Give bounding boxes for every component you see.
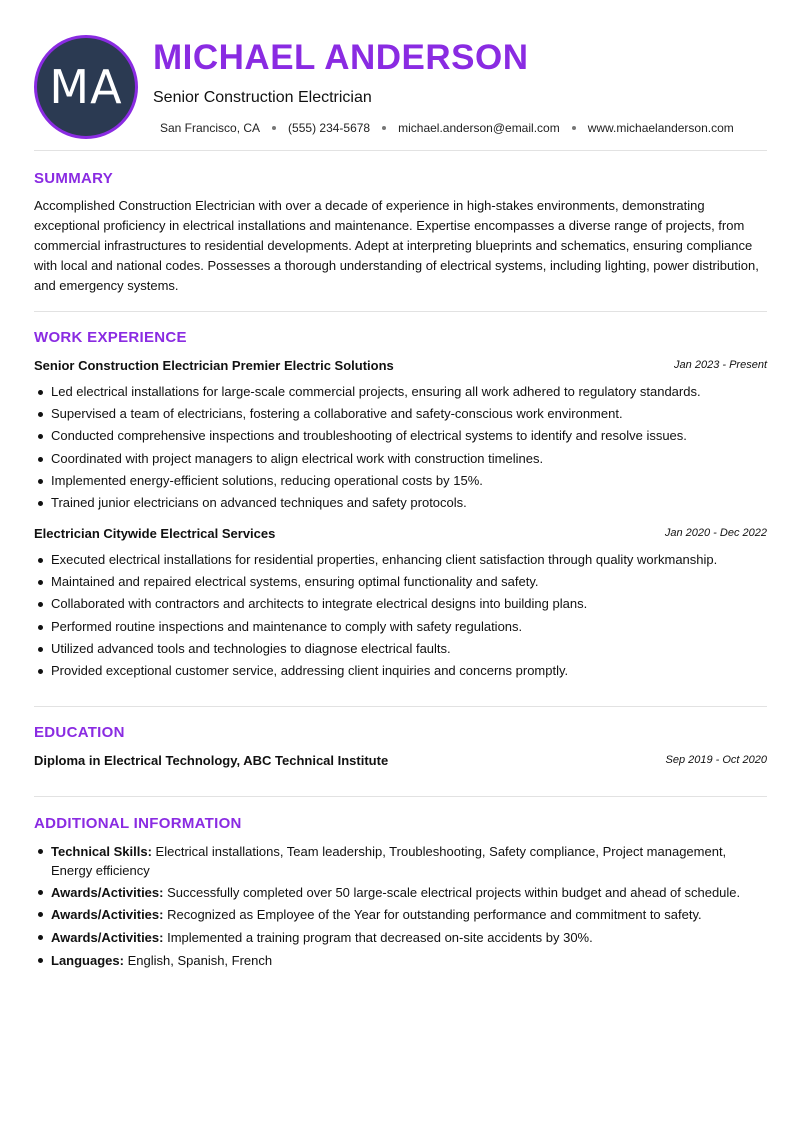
summary-heading: SUMMARY bbox=[34, 170, 114, 187]
list-item: Collaborated with contractors and architects to integrate electrical designs into building plans. bbox=[34, 593, 767, 615]
avatar-initials: MA bbox=[49, 60, 123, 114]
education-dates: Sep 2019 - Oct 2020 bbox=[665, 754, 767, 766]
contact-website[interactable]: www.michaelanderson.com bbox=[587, 121, 734, 135]
job-role: Electrician Citywide Electrical Services bbox=[34, 526, 276, 541]
item-label: Awards/Activities: bbox=[51, 929, 164, 945]
separator-dot bbox=[272, 126, 276, 130]
item-label: Awards/Activities: bbox=[51, 885, 164, 901]
list-item: Performed routine inspections and maintenance to comply with safety regulations. bbox=[34, 616, 767, 638]
item-text: Recognized as Employee of the Year for outstanding performance and commitment to safety. bbox=[167, 907, 702, 923]
list-item: Conducted comprehensive inspections and troubleshooting of electrical systems to identify and resolve issues. bbox=[34, 425, 767, 447]
candidate-title: Senior Construction Electrician bbox=[153, 89, 372, 106]
list-item: Supervised a team of electricians, fostering a collaborative and safety-conscious work environment. bbox=[34, 403, 767, 425]
list-item: Maintained and repaired electrical systems, ensuring optimal functionality and safety. bbox=[34, 571, 767, 593]
list-item: Trained junior electricians on advanced techniques and safety protocols. bbox=[34, 492, 767, 514]
resume-header bbox=[0, 0, 800, 150]
list-item: Led electrical installations for large-scale commercial projects, ensuring all work adhered to regulatory standards. bbox=[34, 381, 767, 403]
job-role: Senior Construction Electrician Premier Electric Solutions bbox=[34, 358, 394, 373]
job-dates: Jan 2020 - Dec 2022 bbox=[664, 527, 767, 539]
list-item bbox=[34, 883, 767, 902]
additional-info-heading: ADDITIONAL INFORMATION bbox=[34, 815, 242, 832]
job-bullets bbox=[34, 549, 767, 682]
list-item: Coordinated with project managers to align electrical work with construction timelines. bbox=[34, 448, 767, 470]
section-divider bbox=[34, 311, 767, 312]
item-text: Implemented a training program that decreased on-site accidents by 30%. bbox=[167, 929, 593, 945]
item-label: Languages: bbox=[51, 952, 124, 968]
job-bullets bbox=[34, 381, 767, 514]
section-divider bbox=[34, 706, 767, 707]
contact-email[interactable]: michael.anderson@email.com bbox=[398, 121, 560, 135]
contact-location: San Francisco, CA bbox=[160, 121, 261, 135]
item-label: Technical Skills: bbox=[51, 844, 152, 859]
work-experience-heading: WORK EXPERIENCE bbox=[34, 329, 187, 346]
item-text: English, Spanish, French bbox=[127, 952, 273, 968]
section-divider bbox=[34, 796, 767, 797]
contact-phone: (555) 234-5678 bbox=[288, 121, 371, 135]
job-dates: Jan 2023 - Present bbox=[674, 359, 767, 371]
section-divider bbox=[34, 150, 767, 151]
job-header bbox=[34, 358, 767, 376]
education-entry bbox=[34, 753, 767, 771]
education-heading: EDUCATION bbox=[34, 724, 125, 741]
separator-dot bbox=[572, 126, 576, 130]
list-item: Executed electrical installations for residential properties, enhancing client satisfaction through quality workmanship. bbox=[34, 549, 767, 571]
avatar bbox=[34, 35, 138, 139]
separator-dot bbox=[382, 126, 386, 130]
item-text: Electrical installations, Team leadership, Troubleshooting, Safety compliance, Project management, Energy efficiency bbox=[51, 844, 727, 878]
list-item bbox=[34, 905, 767, 924]
job-header bbox=[34, 526, 767, 544]
list-item bbox=[34, 951, 767, 970]
education-degree: Diploma in Electrical Technology, ABC Technical Institute bbox=[34, 753, 389, 768]
list-item bbox=[34, 928, 767, 947]
candidate-name: MICHAEL ANDERSON bbox=[153, 38, 529, 77]
list-item: Utilized advanced tools and technologies to diagnose electrical faults. bbox=[34, 638, 767, 660]
list-item: Provided exceptional customer service, addressing client inquiries and concerns promptly. bbox=[34, 660, 767, 682]
item-text: Successfully completed over 50 large-scale electrical projects within budget and ahead of schedule. bbox=[167, 885, 741, 901]
item-label: Awards/Activities: bbox=[51, 907, 164, 923]
additional-info-list bbox=[34, 842, 767, 973]
contact-line bbox=[160, 121, 734, 135]
list-item: Implemented energy-efficient solutions, reducing operational costs by 15%. bbox=[34, 470, 767, 492]
summary-text: Accomplished Construction Electrician with over a decade of experience in high-stakes environments, demonstrating exceptional proficiency in electrical installations and maintenance. Expertise encompasses a diverse range of projects, from commercial infrastructures to residential developments. Adept at interpreting blueprints and schematics, ensuring compliance with local and national codes. Possesses a thorough understanding of electrical systems, including lighting, power distribution, and emergency systems. bbox=[34, 198, 759, 293]
list-item bbox=[34, 842, 767, 880]
